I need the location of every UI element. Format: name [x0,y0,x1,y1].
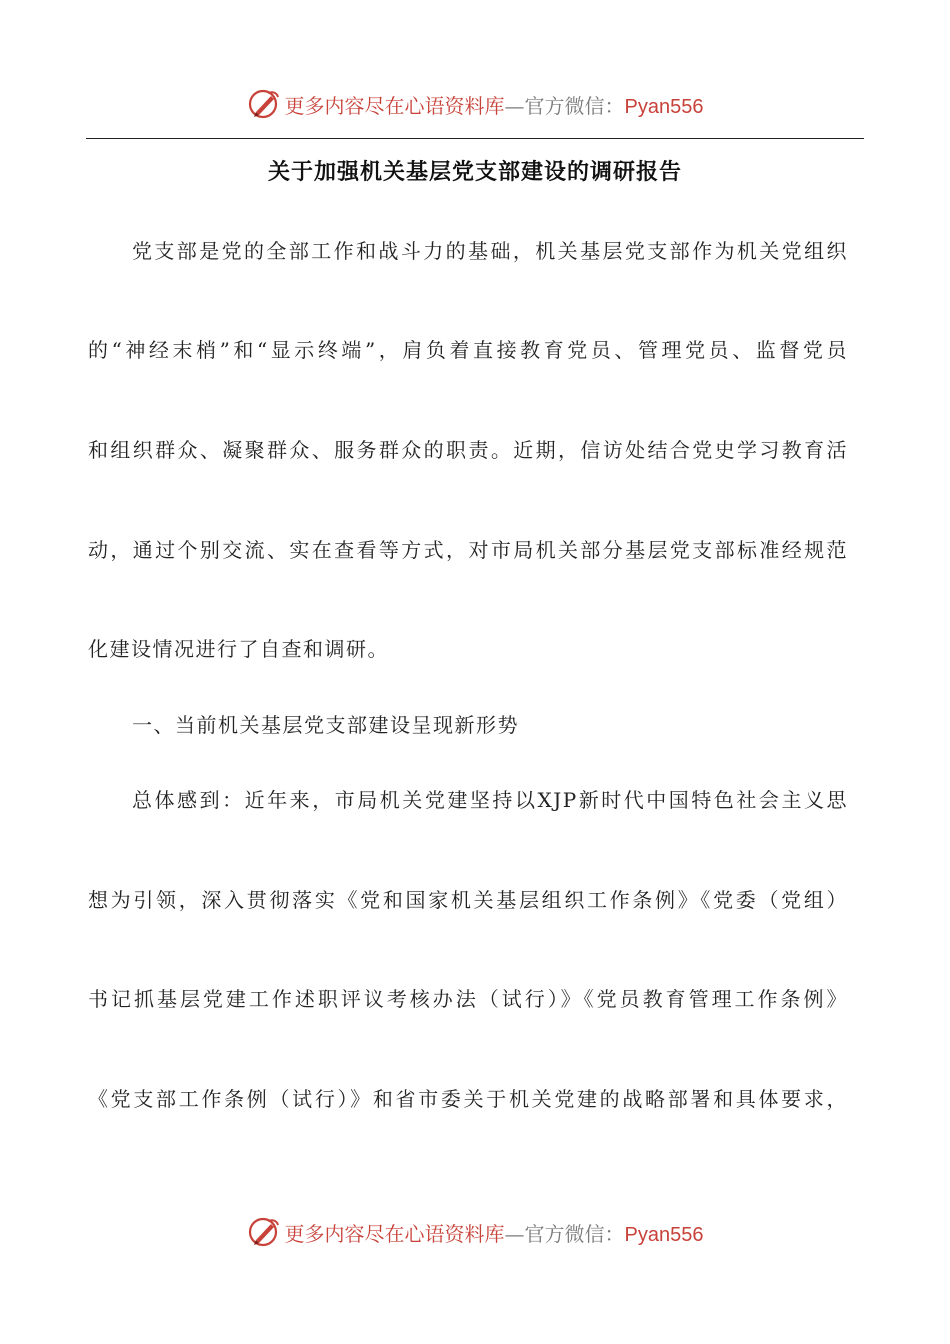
header-banner [0,84,950,124]
paragraph-line: 的“神经末梢”和“显示终端”，肩负着直接教育党员、管理党员、监督党员 [88,338,848,362]
banner-title: 更多内容尽在心语资料库 [284,1221,505,1246]
banner-text [285,90,704,119]
banner-title: 更多内容尽在心语资料库 [284,93,505,118]
section-heading: 一、当前机关基层党支部建设呈现新形势 [132,713,519,737]
paragraph-line: 和组织群众、凝聚群众、服务群众的职责。近期，信访处结合党史学习教育活 [88,438,848,462]
banner-text [285,1218,704,1247]
banner-separator: — [504,1221,525,1246]
banner-separator: — [504,93,525,118]
banner-wechat-id: Pyan556 [624,95,704,118]
paragraph-line: 化建设情况进行了自查和调研。 [88,637,389,661]
paragraph-line: 党支部是党的全部工作和战斗力的基础，机关基层党支部作为机关党组织 [132,239,848,263]
banner-wechat-id: Pyan556 [624,1223,704,1246]
pen-logo-icon [247,1215,281,1249]
paragraph-line: 想为引领，深入贯彻落实《党和国家机关基层组织工作条例》《党委（党组） [88,888,848,912]
document-title: 关于加强机关基层党支部建设的调研报告 [267,159,682,185]
banner-wechat-label: 官方微信： [524,93,625,118]
footer-banner [0,1212,950,1252]
header-divider [86,138,864,139]
paragraph-line: 书记抓基层党建工作述职评议考核办法（试行）》《党员教育管理工作条例》 [88,987,848,1011]
paragraph-line: 《党支部工作条例（试行）》和省市委关于机关党建的战略部署和具体要求， [88,1087,848,1111]
paragraph-line: 动，通过个别交流、实在查看等方式，对市局机关部分基层党支部标准经规范 [88,538,848,562]
pen-logo-icon [247,87,281,121]
banner-wechat-label: 官方微信： [524,1221,625,1246]
paragraph-line: 总体感到：近年来，市局机关党建坚持以XJP新时代中国特色社会主义思 [132,788,848,812]
